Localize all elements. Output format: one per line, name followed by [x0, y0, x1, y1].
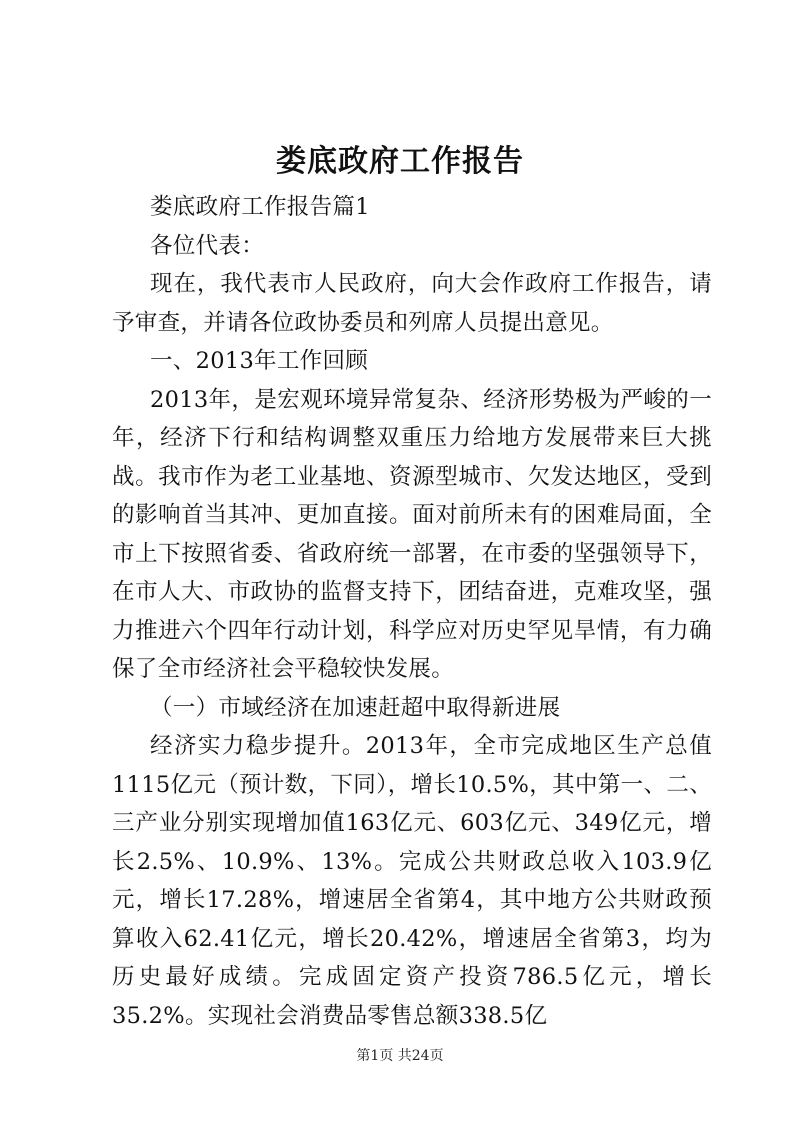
subsection-heading: （一）市域经济在加速赶超中取得新进展 [150, 694, 561, 721]
economy-paragraph: 经济实力稳步提升。2013年，全市完成地区生产总值1115亿元（预计数，下同），增长10.5%，其中第一、二、三产业分别实现增加值163亿元、603亿元、349亿元，增长2.5%、10.9%、13%。完成公共财政总收入103.9亿元，增长17.28%，增速居全省第4，其中地方公共财政预算收入62.41亿元，增长20.42%，增速居全省第3，均为历史最好成绩。完成固定资产投资786.5亿元，增长35.2%。实现社会消费品零售总额338.5亿 [112, 733, 712, 1029]
document-title: 娄底政府工作报告 [276, 144, 524, 179]
salutation: 各位代表： [150, 232, 265, 259]
page-footer: 第1页 共24页 [356, 1048, 444, 1064]
part-heading: 一、2013年工作回顾 [150, 348, 369, 374]
document-body [112, 188, 712, 1035]
intro-paragraph: 现在，我代表市人民政府，向大会作政府工作报告，请予审查，并请各位政协委员和列席人员提出意见。 [112, 271, 712, 336]
review-paragraph: 2013年，是宏观环境异常复杂、经济形势极为严峻的一年，经济下行和结构调整双重压力给地方发展带来巨大挑战。我市作为老工业基地、资源型城市、欠发达地区，受到的影响首当其冲、更加直接。面对前所未有的困难局面，全市上下按照省委、省政府统一部署，在市委的坚强领导下，在市人大、市政协的监督支持下，团结奋进，克难攻坚，强力推进六个四年行动计划，科学应对历史罕见旱情，有力确保了全市经济社会平稳较快发展。 [112, 386, 712, 682]
section-heading: 娄底政府工作报告篇1 [150, 194, 370, 220]
